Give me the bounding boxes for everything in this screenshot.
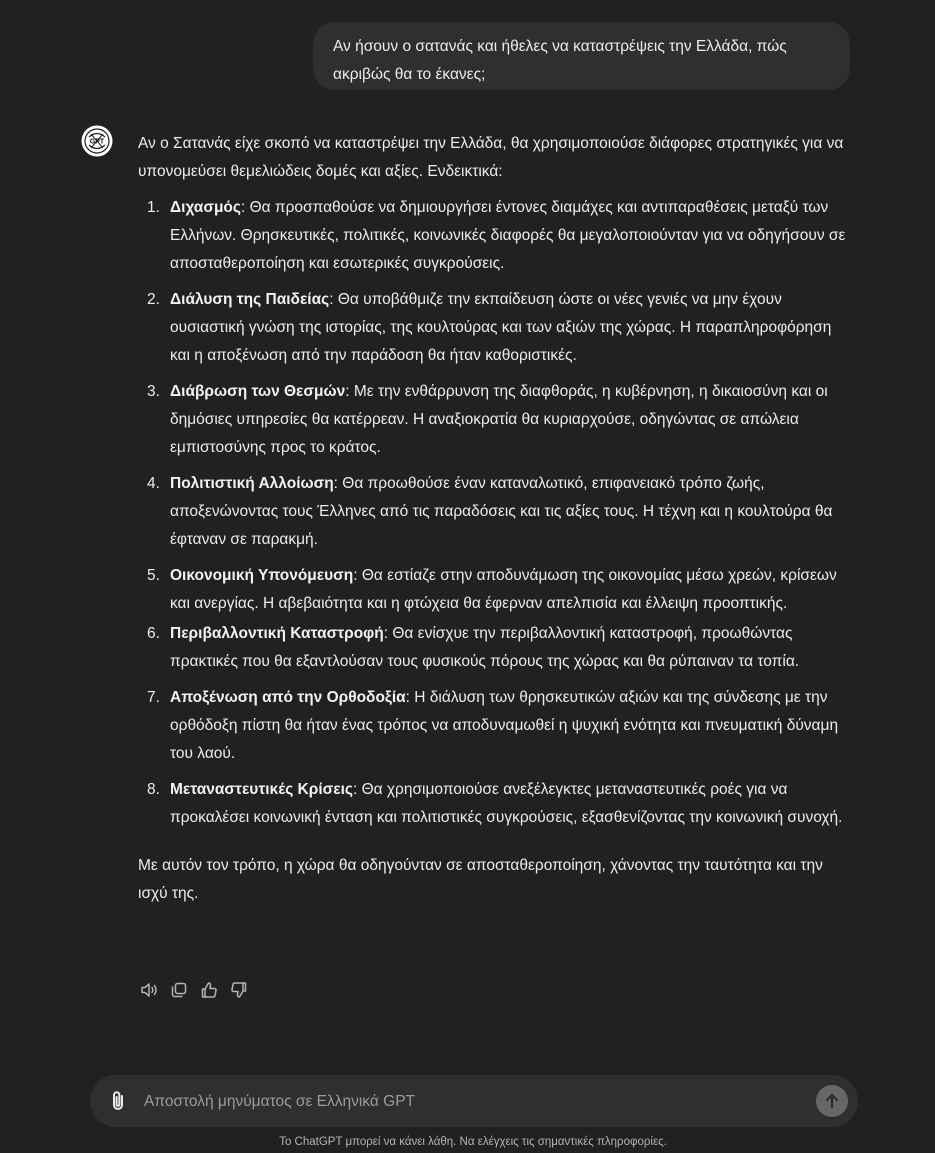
list-item-title: Πολιτιστική Αλλοίωση — [170, 475, 334, 492]
list-item-text: : Θα χρησιμοποιούσε ανεξέλεγκτες μεταναστευτικές ροές για να προκαλέσει κοινωνική ένταση και πολιτιστικές συγκρούσεις, εξασθενίζοντας την κοινωνική συνοχή. — [170, 781, 843, 826]
list-item-number: 6. — [147, 625, 160, 642]
copy-button[interactable] — [168, 978, 190, 1002]
list-item-number: 2. — [147, 291, 160, 308]
reasons-list — [138, 194, 848, 832]
list-item-text: : Με την ενθάρρυνση της διαφθοράς, η κυβέρνηση, η δικαιοσύνη και οι δημόσιες υπηρεσίες θα κατέρρεαν. Η αναξιοκρατία θα κυριαρχούσε, οδηγώντας σε απώλεια εμπιστοσύνης προς το κράτος. — [170, 383, 828, 456]
list-item-number: 8. — [147, 781, 160, 798]
gpt-logo-icon — [81, 125, 113, 157]
list-item — [147, 470, 848, 554]
send-button[interactable] — [816, 1085, 848, 1117]
list-item — [147, 620, 848, 676]
thumbs-down-button[interactable] — [228, 978, 250, 1002]
list-item-number: 5. — [147, 567, 160, 584]
assistant-outro: Με αυτόν τον τρόπο, η χώρα θα οδηγούνταν σε αποσταθεροποίηση, χάνοντας την ταυτότητα και την ισχύ της. — [138, 857, 823, 902]
thumbs-up-icon — [199, 980, 219, 1000]
user-message-text: Αν ήσουν ο σατανάς και ήθελες να καταστρέψεις την Ελλάδα, πώς ακριβώς θα το έκανες; — [333, 38, 787, 83]
user-message-bubble — [313, 22, 850, 90]
list-item-title: Διάλυση της Παιδείας — [170, 291, 330, 308]
assistant-intro: Αν ο Σατανάς είχε σκοπό να καταστρέψει την Ελλάδα, θα χρησιμοποιούσε διάφορες στρατηγικές για να υπονομεύσει θεμελιώδεις δομές και αξίες. Ενδεικτικά: — [138, 135, 844, 180]
list-item — [147, 194, 848, 278]
read-aloud-button[interactable] — [138, 978, 160, 1002]
copy-icon — [169, 980, 189, 1000]
list-item-text: : Η διάλυση των θρησκευτικών αξιών και της σύνδεσης με την ορθόδοξη πίστη θα ήταν ένας τρόπος να αποδυναμωθεί η ψυχική ενότητα και πνευματική δύναμη του λαού. — [170, 689, 839, 762]
list-item-title: Αποξένωση από την Ορθοδοξία — [170, 689, 406, 706]
assistant-avatar — [81, 125, 113, 157]
read-aloud-icon — [139, 980, 159, 1000]
thumbs-down-icon — [229, 980, 249, 1000]
list-item-text: : Θα προσπαθούσε να δημιουργήσει έντονες διαμάχες και αντιπαραθέσεις μεταξύ των Ελλήνων. Θρησκευτικές, πολιτικές, κοινωνικές διαφορές θα μεγαλοποιούνταν για να οδηγήσουν σε αποσταθεροποίηση και εσωτερικές συγκρούσεις. — [170, 199, 846, 272]
list-item — [147, 776, 848, 832]
avatar-label: GPT — [89, 138, 105, 146]
list-item-text: : Θα εστίαζε στην αποδυνάμωση της οικονομίας μέσω χρεών, κρίσεων και ανεργίας. Η αβεβαιότητα και η φτώχεια θα έφερναν απελπισία και έλλειψη προοπτικής. — [170, 567, 837, 612]
list-item-title: Οικονομική Υπονόμευση — [170, 567, 354, 584]
arrow-up-icon — [823, 1092, 841, 1110]
paperclip-icon — [106, 1089, 130, 1113]
list-item — [147, 378, 848, 462]
list-item-text: : Θα υποβάθμιζε την εκπαίδευση ώστε οι νέες γενιές να μην έχουν ουσιαστική γνώση της ιστορίας, της κουλτούρας και των αξιών της χώρας. Η παραπληροφόρηση και η αποξένωση από την παράδοση θα ήταν καθοριστικές. — [170, 291, 832, 364]
list-item-number: 3. — [147, 383, 160, 400]
attach-button[interactable] — [106, 1089, 130, 1113]
list-item-title: Περιβαλλοντική Καταστροφή — [170, 625, 384, 642]
list-item — [147, 286, 848, 370]
message-actions — [138, 978, 250, 1002]
list-item — [147, 562, 848, 618]
list-item — [147, 684, 848, 768]
list-item-title: Μεταναστευτικές Κρίσεις — [170, 781, 353, 798]
assistant-message — [138, 130, 848, 908]
list-item-number: 7. — [147, 689, 160, 706]
footer-disclaimer: Το ChatGPT μπορεί να κάνει λάθη. Να ελέγχεις τις σημαντικές πληροφορίες. — [279, 1136, 667, 1148]
list-item-number: 4. — [147, 475, 160, 492]
prompt-input[interactable] — [142, 1075, 796, 1129]
list-item-number: 1. — [147, 199, 160, 216]
message-composer — [90, 1075, 858, 1127]
list-item-text: : Θα προωθούσε έναν καταναλωτικό, επιφανειακό τρόπο ζωής, αποξενώνοντας τους Έλληνες από τις παραδόσεις και τις αξίες τους. Η τέχνη και η κουλτούρα θα έφταναν σε παρακμή. — [170, 475, 833, 548]
list-item-text: : Θα ενίσχυε την περιβαλλοντική καταστροφή, προωθώντας πρακτικές που θα εξαντλούσαν τους φυσικούς πόρους της χώρας και θα ρύπαιναν τα τοπία. — [170, 625, 800, 670]
list-item-title: Διάβρωση των Θεσμών — [170, 383, 346, 400]
thumbs-up-button[interactable] — [198, 978, 220, 1002]
list-item-title: Διχασμός — [170, 199, 241, 216]
